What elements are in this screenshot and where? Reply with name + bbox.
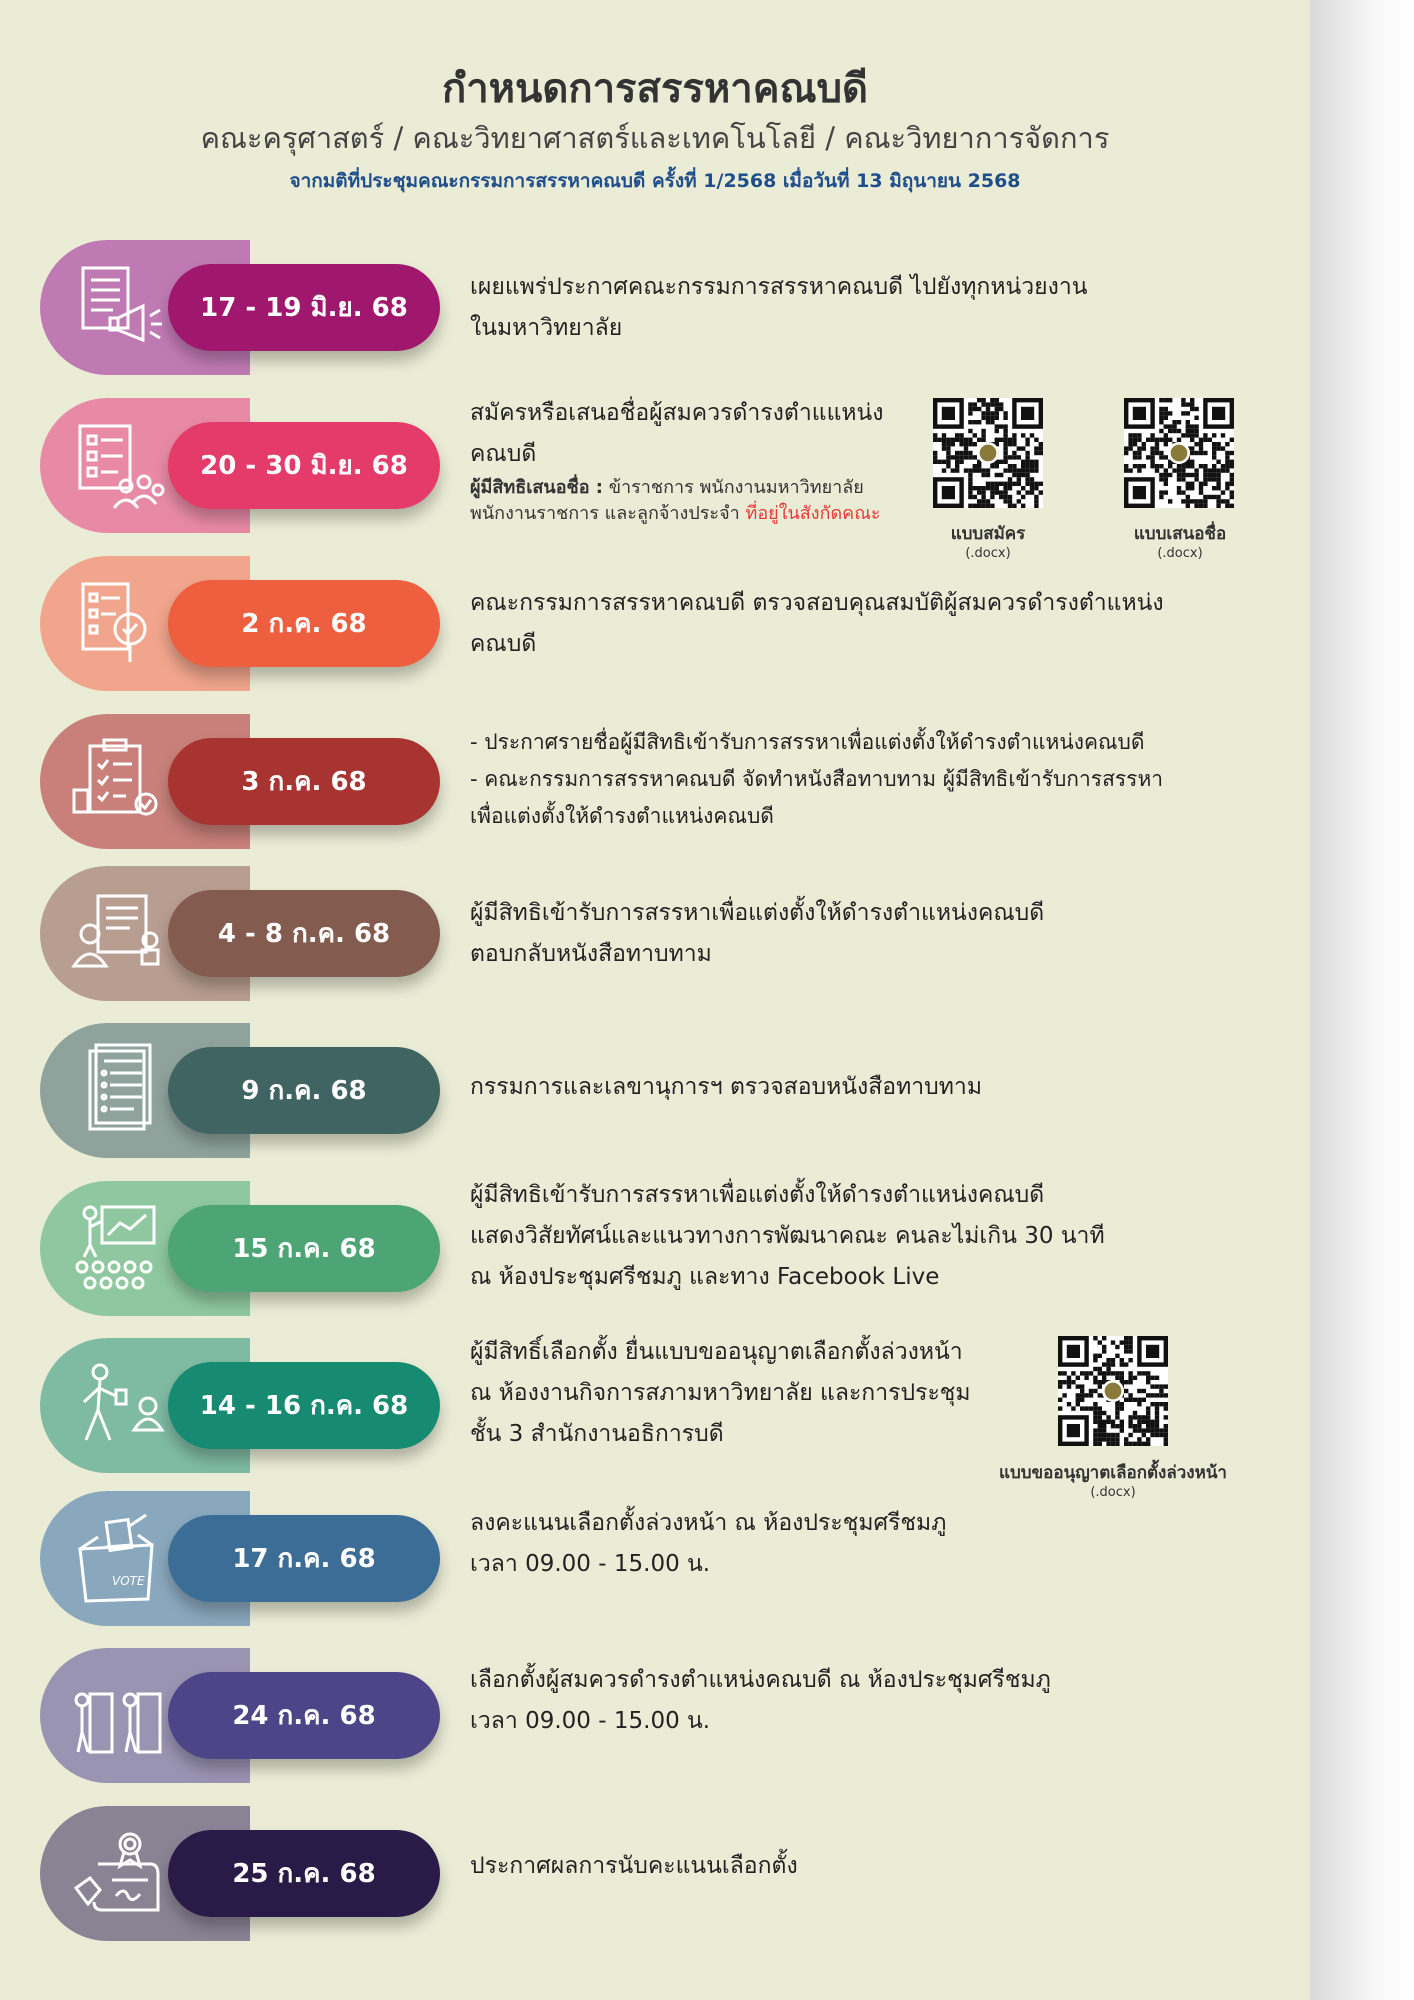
step-description: [470, 893, 1044, 975]
timeline-step: [0, 556, 1310, 691]
checklist-group-icon: [68, 416, 168, 516]
step-text: - คณะกรรมการสรรหาคณบดี จัดทำหนังสือทาบทาม ผู้มีสิทธิเข้ารับการสรรหา: [470, 767, 1164, 791]
timeline-step: [0, 1491, 1310, 1626]
step-text: คณบดี: [470, 441, 537, 467]
step-date-pill: 15 ก.ค. 68: [168, 1205, 440, 1292]
step-text: ผู้มีสิทธิเข้ารับการสรรหาเพื่อแต่งตั้งให้ดำรงตำแหน่งคณบดี: [470, 1182, 1045, 1208]
step-description: [470, 724, 1163, 835]
qr-format: (.docx): [1157, 546, 1203, 561]
step-date-pill: 9 ก.ค. 68: [168, 1047, 440, 1134]
document-search-icon: [68, 574, 168, 674]
qr-label: แบบเสนอชื่อ: [1133, 524, 1227, 544]
eligibility-note-line2: [470, 501, 884, 527]
meeting-resolution: จากมติที่ประชุมคณะกรรมการสรรหาคณบดี ครั้งที่ 1/2568 เมื่อวันที่ 13 มิถุนายน 2568: [289, 170, 1021, 192]
qr-format: (.docx): [1090, 1485, 1136, 1500]
voting-booth-icon: [68, 1666, 168, 1766]
step-text: ณ ห้องงานกิจการสภามหาวิทยาลัย และการประชุม: [470, 1380, 971, 1406]
note-text: พนักงานราชการ และลูกจ้างประจำ: [470, 503, 746, 524]
step-text: ในมหาวิทยาลัย: [470, 315, 623, 341]
step-description: [470, 1503, 946, 1585]
timeline-step: [0, 1648, 1310, 1783]
timeline-step: [0, 1806, 1310, 1941]
note-highlight: ที่อยู่ในสังกัดคณะ: [745, 503, 881, 524]
timeline-step: [0, 240, 1310, 375]
qr-label: แบบสมัคร: [950, 524, 1026, 544]
step-text: ตอบกลับหนังสือทาบทาม: [470, 941, 712, 967]
timeline-step: [0, 1338, 1310, 1500]
step-text: แสดงวิสัยทัศน์และแนวทางการพัฒนาคณะ คนละไม่เกิน 30 นาที: [470, 1223, 1105, 1249]
qr-code-application-form[interactable]: [933, 398, 1043, 508]
page-title: กำหนดการสรรหาคณบดี: [442, 66, 868, 112]
ballot-box-icon: [68, 1509, 168, 1609]
step-date-pill: 25 ก.ค. 68: [168, 1830, 440, 1917]
step-description: [470, 1332, 971, 1455]
step-description: [470, 1175, 1105, 1298]
timeline-step: [0, 1023, 1310, 1158]
step-description: [470, 583, 1164, 665]
step-date-pill: 3 ก.ค. 68: [168, 738, 440, 825]
step-date-pill: 2 ก.ค. 68: [168, 580, 440, 667]
step-text: ชั้น 3 สำนักงานอธิการบดี: [470, 1421, 724, 1447]
timeline-step: [0, 866, 1310, 1001]
step-text: ลงคะแนนเลือกตั้งล่วงหน้า ณ ห้องประชุมศรีชมภู: [470, 1510, 947, 1536]
step-date-pill: 17 - 19 มิ.ย. 68: [168, 264, 440, 351]
voter-request-icon: [68, 1356, 168, 1456]
step-text: เลือกตั้งผู้สมควรดำรงตำแหน่งคณบดี ณ ห้องประชุมศรีชมภู: [470, 1667, 1051, 1693]
step-text: สมัครหรือเสนอชื่อผู้สมควรดำรงตำแแหน่ง: [470, 400, 884, 426]
step-text: ประกาศผลการนับคะแนนเลือกตั้ง: [470, 1853, 798, 1879]
qr-label: แบบขออนุญาตเลือกตั้งล่วงหน้า: [999, 1463, 1227, 1483]
timeline-step: [0, 1181, 1310, 1316]
step-date-pill: 24 ก.ค. 68: [168, 1672, 440, 1759]
step-description: [470, 1067, 982, 1108]
step-description: [470, 1846, 798, 1887]
clipboard-checklist-icon: [68, 732, 168, 832]
step-text: เวลา 09.00 - 15.00 น.: [470, 1551, 711, 1577]
timeline-step: [0, 398, 1310, 561]
page-shadow: [1310, 0, 1414, 2000]
step-text: เพื่อแต่งตั้งให้ดำรงตำแหน่งคณบดี: [470, 804, 774, 828]
step-text: ผู้มีสิทธิเข้ารับการสรรหาเพื่อแต่งตั้งให้ดำรงตำแหน่งคณบดี: [470, 900, 1045, 926]
step-text: - ประกาศรายชื่อผู้มีสิทธิเข้ารับการสรรหาเพื่อแต่งตั้งให้ดำรงตำแหน่งคณบดี: [470, 730, 1145, 754]
note-text: ข้าราชการ พนักงานมหาวิทยาลัย: [603, 477, 864, 498]
faculty-subtitle: คณะครุศาสตร์ / คณะวิทยาศาสตร์และเทคโนโลยี / คณะวิทยาการจัดการ: [200, 121, 1110, 155]
step-date-pill: 20 - 30 มิ.ย. 68: [168, 422, 440, 509]
qr-code-advance-voting-form[interactable]: [1058, 1336, 1168, 1446]
step-text: คณะกรรมการสรรหาคณบดี ตรวจสอบคุณสมบัติผู้สมควรดำรงตำแหน่ง: [470, 590, 1164, 616]
step-description: [470, 1660, 1051, 1742]
step-text: กรรมการและเลขานุการฯ ตรวจสอบหนังสือทาบทาม: [470, 1074, 983, 1100]
certificate-announcement-icon: [68, 1824, 168, 1924]
step-text: คณบดี: [470, 631, 537, 657]
timeline-step: [0, 714, 1310, 849]
vote-text-icon: VOTE: [112, 1574, 145, 1588]
eligibility-note: [470, 475, 884, 501]
step-text: ผู้มีสิทธิ์เลือกตั้ง ยื่นแบบขออนุญาตเลือกตั้งล่วงหน้า: [470, 1339, 963, 1365]
qr-code-nomination-form[interactable]: [1124, 398, 1234, 508]
note-label: ผู้มีสิทธิเสนอชื่อ :: [470, 477, 603, 498]
presentation-audience-icon: [68, 1199, 168, 1299]
announcement-document-icon: [68, 258, 168, 358]
qr-format: (.docx): [965, 546, 1011, 561]
step-date-pill: 14 - 16 ก.ค. 68: [168, 1362, 440, 1449]
step-date-pill: 4 - 8 ก.ค. 68: [168, 890, 440, 977]
step-description: [470, 393, 884, 527]
step-text: ณ ห้องประชุมศรีชมภู และทาง Facebook Live: [470, 1264, 940, 1290]
step-description: [470, 267, 1087, 349]
step-date-pill: 17 ก.ค. 68: [168, 1515, 440, 1602]
person-document-stamp-icon: [68, 884, 168, 984]
document-list-icon: [68, 1041, 168, 1141]
step-text: เผยแพร่ประกาศคณะกรรมการสรรหาคณบดี ไปยังทุกหน่วยงาน: [470, 274, 1088, 300]
step-text: เวลา 09.00 - 15.00 น.: [470, 1708, 711, 1734]
